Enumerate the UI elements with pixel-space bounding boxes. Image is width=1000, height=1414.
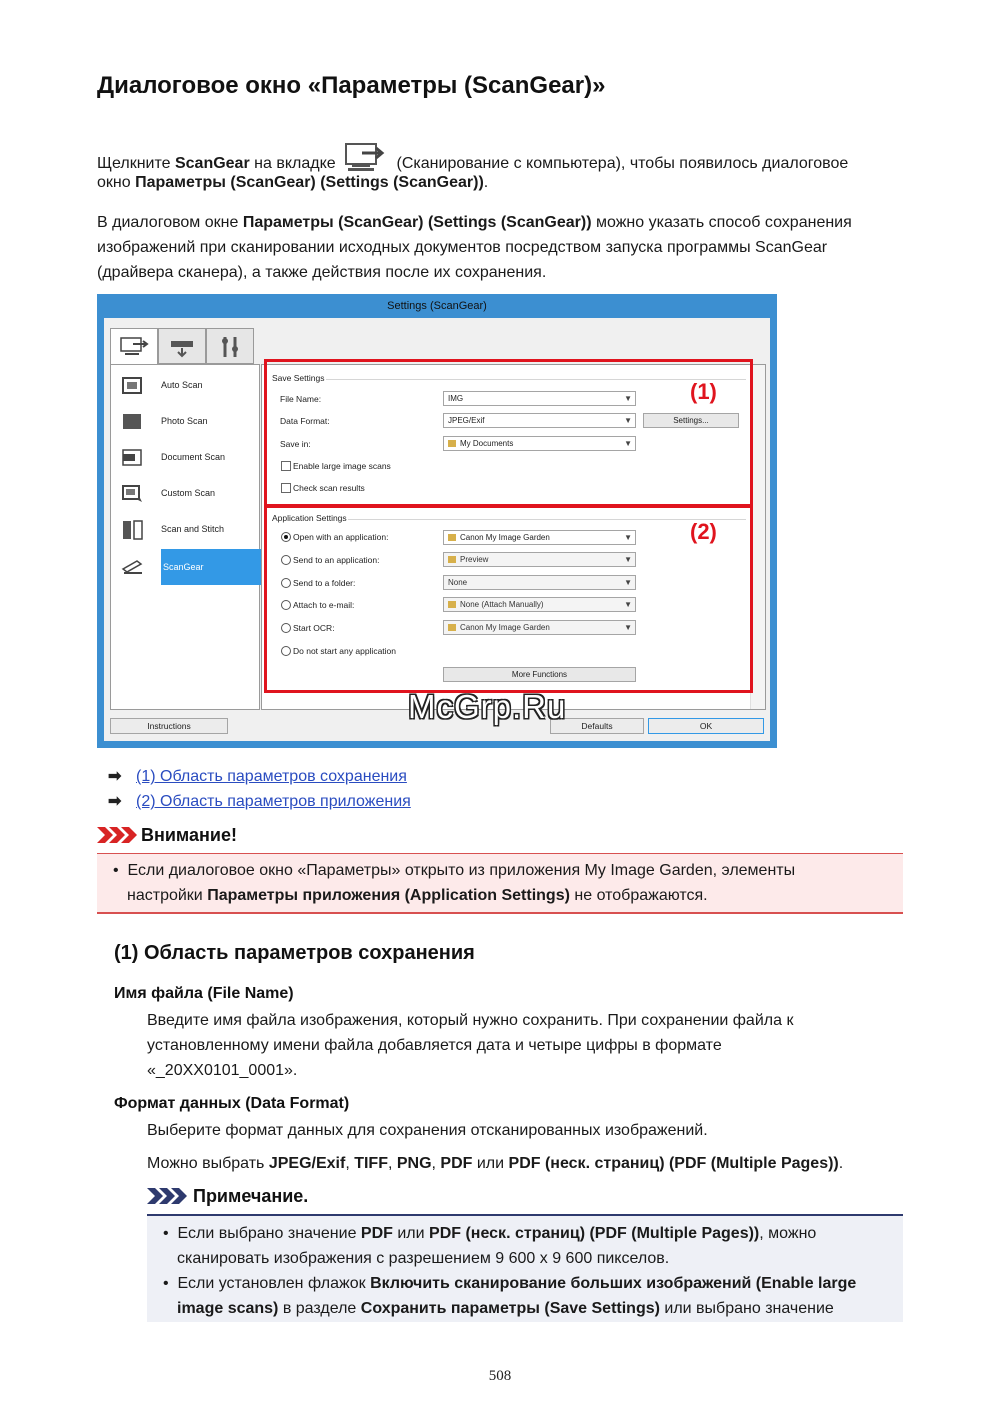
file-name-description: Введите имя файла изображения, который нужно сохранить. При сохранении файла к установленному имени файла добавляется дата и четыре цифры в формате «_20XX0101_0001».: [147, 1012, 794, 1079]
send-to-application-label: Send to an application:: [293, 555, 380, 565]
document-scan-icon: [121, 447, 145, 469]
chevron-down-icon: ▼: [624, 439, 632, 448]
tools-icon: [207, 329, 255, 365]
link-row-app-area: [108, 791, 411, 811]
send-to-application-select[interactable]: Preview ▼: [443, 552, 636, 567]
arrow-right-icon: ➡: [108, 768, 122, 785]
note-heading: Примечание.: [147, 1186, 308, 1207]
instructions-button[interactable]: Instructions: [110, 718, 228, 734]
link-row-save-area: [108, 766, 407, 786]
warning-chevrons-icon: [97, 827, 137, 843]
check-scan-results-label: Check scan results: [293, 483, 365, 493]
note-box: [147, 1214, 903, 1322]
note-bullet-1: • Если выбрано значение PDF или PDF (неск. страниц) (PDF (Multiple Pages)), можно сканировать изображения с разрешением 9 600 x 9 600 пикселов.: [163, 1225, 817, 1267]
page-number: 508: [488, 1368, 512, 1384]
data-format-options: Можно выбрать JPEG/Exif, TIFF, PNG, PDF или PDF (неск. страниц) (PDF (Multiple Pages)).: [147, 1155, 844, 1172]
tab-general-settings[interactable]: [206, 328, 254, 364]
list-item-custom-scan[interactable]: Custom Scan: [121, 477, 261, 511]
file-name-term: Имя файла (File Name): [114, 985, 294, 1002]
attach-to-email-label: Attach to e-mail:: [293, 600, 355, 610]
more-functions-button[interactable]: More Functions: [443, 667, 636, 682]
attach-to-email-select[interactable]: None (Attach Manually) ▼: [443, 597, 636, 612]
save-settings-highlight: [264, 359, 753, 507]
ok-button[interactable]: OK: [648, 718, 764, 734]
data-format-description: Выберите формат данных для сохранения отсканированных изображений.: [147, 1122, 708, 1139]
auto-scan-icon: [121, 375, 145, 397]
warning-text: • Если диалоговое окно «Параметры» открыто из приложения My Image Garden, элементы настройки Параметры приложения (Application Settings) не отображаются.: [113, 862, 796, 904]
chevron-down-icon: ▼: [624, 555, 632, 564]
warning-box: [97, 853, 903, 914]
custom-scan-icon: [121, 483, 145, 505]
intro-paragraph-1: Щелкните ScanGear на вкладке (Сканирование с компьютера), чтобы появилось диалоговое окно Параметры (ScanGear) (Settings (ScanGear)).: [97, 140, 917, 195]
dialog-title: Settings (ScanGear): [387, 300, 487, 312]
list-item-photo-scan[interactable]: Photo Scan: [121, 405, 261, 439]
chevron-down-icon: ▼: [624, 600, 632, 609]
tab-scan-from-computer[interactable]: [110, 328, 158, 366]
file-name-label: File Name:: [280, 394, 322, 404]
intro-paragraph-2: В диалоговом окне Параметры (ScanGear) (Settings (ScanGear)) можно указать способ сохранения изображений при сканировании исходных документов посредством запуска программы ScanGear (драйвера сканера), а также действия после их сохранения.: [97, 214, 852, 281]
scan-type-list: [110, 364, 260, 710]
warning-heading: Внимание!: [97, 825, 237, 846]
list-item-scangear[interactable]: ScanGear: [121, 549, 261, 583]
send-to-folder-label: Send to a folder:: [293, 578, 356, 588]
watermark: McGrp.Ru: [408, 688, 567, 725]
area-1-label: (1): [690, 379, 717, 404]
computer-icon: [111, 329, 159, 365]
send-to-folder-select[interactable]: None ▼: [443, 575, 636, 590]
list-item-scan-and-stitch[interactable]: Scan and Stitch: [121, 513, 261, 547]
settings-dialog-screenshot: [97, 294, 777, 748]
tab-scan-from-operation-panel[interactable]: [158, 328, 206, 364]
page-title: Диалоговое окно «Параметры (ScanGear)»: [97, 72, 606, 99]
start-ocr-label: Start OCR:: [293, 623, 335, 633]
list-item-document-scan[interactable]: Document Scan: [121, 441, 261, 475]
note-chevrons-icon: [147, 1188, 187, 1204]
file-name-input[interactable]: IMG ▼: [443, 391, 636, 406]
link-save-area[interactable]: (1) Область параметров сохранения: [136, 768, 407, 785]
link-app-area[interactable]: (2) Область параметров приложения: [136, 793, 411, 810]
application-settings-highlight: [264, 505, 753, 693]
do-not-start-label: Do not start any application: [293, 646, 397, 656]
scangear-icon: [121, 555, 145, 577]
save-settings-group-title: Save Settings: [272, 373, 325, 383]
data-format-select[interactable]: JPEG/Exif ▼: [443, 413, 636, 428]
data-format-term: Формат данных (Data Format): [114, 1095, 350, 1112]
chevron-down-icon: ▼: [624, 578, 632, 587]
application-settings-group-title: Application Settings: [272, 513, 347, 523]
open-with-application-label: Open with an application:: [293, 532, 389, 542]
photo-scan-icon: [121, 411, 145, 433]
start-ocr-select[interactable]: Canon My Image Garden ▼: [443, 620, 636, 635]
area-2-label: (2): [690, 519, 717, 544]
save-in-select[interactable]: My Documents ▼: [443, 436, 636, 451]
scanner-icon: [159, 329, 207, 365]
defaults-button[interactable]: Defaults: [550, 718, 644, 734]
note-bullet-2: • Если установлен флажок Включить сканирование больших изображений (Enable large image scans) в разделе Сохранить параметры (Save Settings) или выбрано значение: [163, 1275, 857, 1317]
scan-and-stitch-icon: [121, 519, 145, 541]
data-format-label: Data Format:: [280, 416, 330, 426]
chevron-down-icon: ▼: [624, 416, 632, 425]
chevron-down-icon: ▼: [624, 623, 632, 632]
chevron-down-icon: ▼: [624, 394, 632, 403]
settings-button[interactable]: Settings...: [643, 413, 739, 428]
settings-panel: [261, 364, 766, 710]
list-item-auto-scan[interactable]: Auto Scan: [121, 369, 261, 403]
enable-large-scans-label: Enable large image scans: [293, 461, 391, 471]
open-with-application-select[interactable]: Canon My Image Garden ▼: [443, 530, 636, 545]
section-save-area-title: (1) Область параметров сохранения: [114, 942, 475, 964]
save-in-label: Save in:: [280, 439, 311, 449]
arrow-right-icon: ➡: [108, 793, 122, 810]
chevron-down-icon: ▼: [624, 533, 632, 542]
